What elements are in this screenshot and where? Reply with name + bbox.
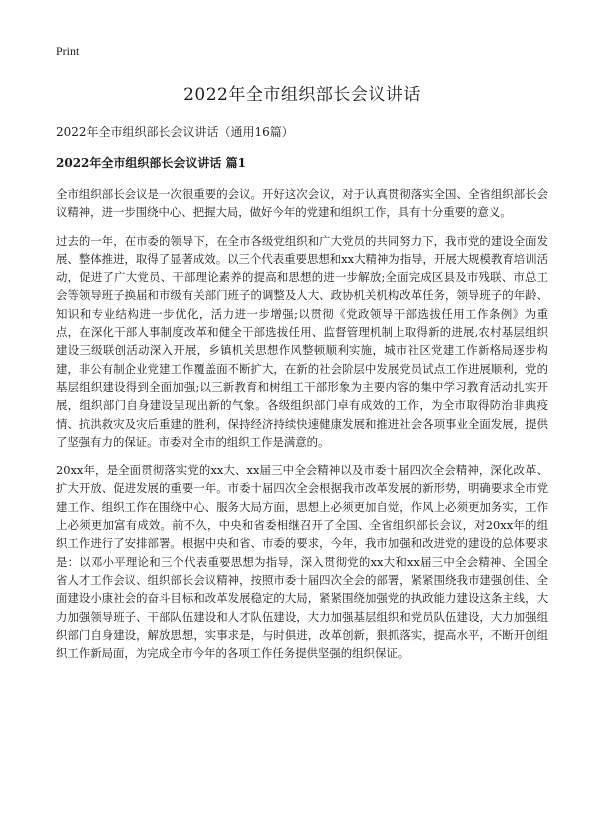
page-title: 2022年全市组织部长会议讲话 — [183, 85, 421, 105]
section-heading: 2022年全市组织部长会议讲话 篇1 — [56, 156, 246, 170]
paragraph-3: 20xx年，是全面贯彻落实党的xx大、xx届三中全会精神以及市委十届四次全会精神，深化改革、扩大开放、促进发展的重要一年。市委十届四次全会根据我市改革发展的新形势，明确要求全市党建工作、组织工作在围绕中心、服务大局方面，思想上必须更加自觉，作风上必须更加务实，工作上必须更加富有成效。前不久，中央和省委相继召开了全国、全省组织部长会议，对20xx年的组织工作进行了安排部署。根据中央和省、市委的要求，今年，我市加强和改进党的建设的总体要求是：以邓小平理论和三个代表重要思想为指导，深入贯彻党的xx大和xx届三中全会精神、全国全省人才工作会议、组织部长会议精神，按照市委十届四次全会的部署，紧紧围绕我市建强创佳、全面建设小康社会的奋斗目标和改革发展稳定的大局，紧紧围绕加强党的执政能力建设这条主线，大力加强领导班子、干部队伍建设和人才队伍建设，大力加强基层组织和党员队伍建设，大力加强组织部门自身建设，解放思想，实事求是，与时俱进，改革创新，狠抓落实，提高水平，不断开创组织工作新局面，为完成全市今年的各项工作任务提供坚强的组织保证。 — [56, 463, 548, 661]
paragraph-1: 全市组织部长会议是一次很重要的会议。开好这次会议，对于认真贯彻落实全国、全省组织部长会议精神，进一步围绕中心、把握大局，做好今年的党建和组织工作，具有十分重要的意义。 — [56, 187, 548, 220]
print-link[interactable]: Print — [56, 44, 80, 58]
document-page — [56, 80, 548, 672]
paragraph-2: 过去的一年，在市委的领导下，在全市各级党组织和广大党员的共同努力下，我市党的建设全面发展、整体推进，取得了显著成效。以三个代表重要思想和xx大精神为指导，开展大规模教育培训活动，促进了广大党员、干部理论素养的提高和思想的进一步解放;全面完成区县及市残联、市总工会等领导班子换届和市级有关部门班子的调整及人大、政协机关机构改革任务，领导班子的年龄、知识和专业结构进一步优化，活力进一步增强;以贯彻《党政领导干部选拔任用工作条例》为重点，在深化干部人事制度改革和健全干部选拔任用、监督管理机制上取得新的进展,农村基层组织建设三级联创活动深入开展，乡镇机关思想作风整顿顺利实施，城市社区党建工作新格局逐步构建，非公有制企业党建工作覆盖面不断扩大，在新的社会阶层中发展党员试点工作进展顺利，党的基层组织建设得到全面加强;以三新教育和树组工干部形象为主要内容的集中学习教育活动扎实开展，组织部门自身建设呈现出新的气象。各级组织部门卓有成效的工作，为全市取得防治非典疫情、抗洪救灾及灾后重建的胜利，保持经济持续快速健康发展和推进社会各项事业全面发展，提供了坚强有力的保证。市委对全市的组织工作是满意的。 — [56, 233, 548, 449]
document-subtitle: 2022年全市组织部长会议讲话（通用16篇） — [56, 125, 294, 139]
